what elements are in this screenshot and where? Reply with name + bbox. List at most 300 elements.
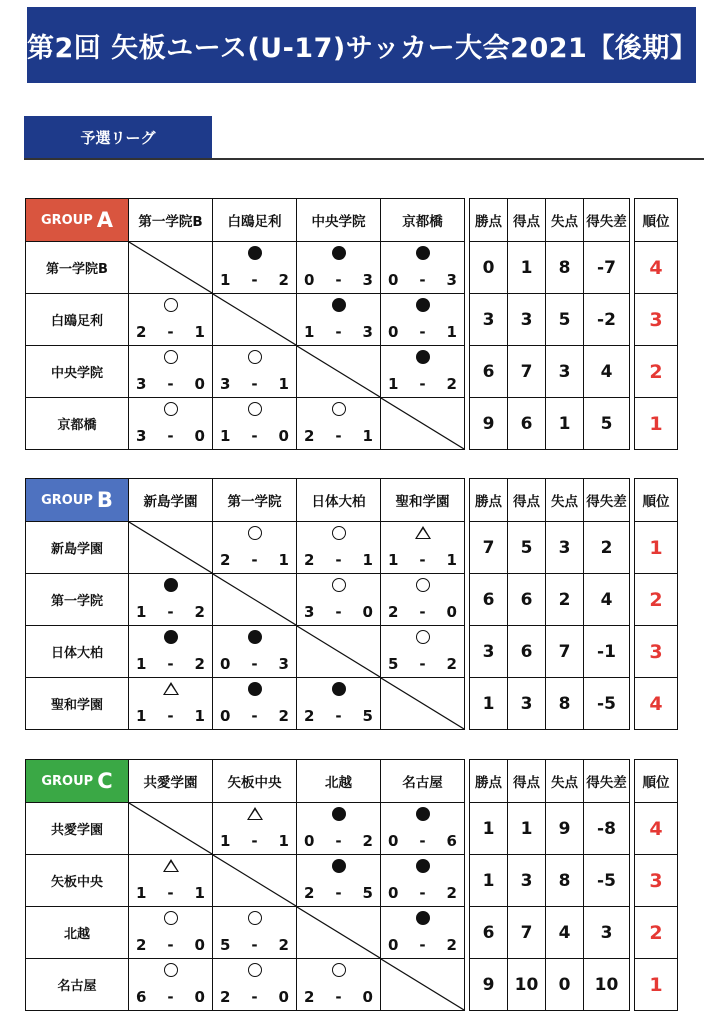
score-for: 1 — [136, 707, 147, 725]
score-separator: - — [251, 936, 258, 954]
score-separator: - — [335, 603, 342, 621]
score-for: 1 — [136, 884, 147, 902]
match-result — [381, 907, 465, 959]
score — [304, 832, 373, 850]
points: 6 — [470, 574, 508, 626]
loss-dot-icon — [416, 911, 430, 925]
match-result — [213, 959, 297, 1011]
score-for: 0 — [388, 271, 399, 289]
row-team-name: 名古屋 — [26, 959, 129, 1011]
table-row — [26, 626, 678, 678]
match-result — [213, 346, 297, 398]
loss-dot-icon — [248, 682, 262, 696]
diagonal-line — [213, 294, 296, 345]
score-against: 0 — [194, 427, 205, 445]
score-against: 3 — [362, 323, 373, 341]
group-badge-cell — [26, 760, 129, 803]
goals-for: 6 — [508, 626, 546, 678]
match-result — [129, 626, 213, 678]
score-for: 0 — [388, 936, 399, 954]
goals-for: 7 — [508, 346, 546, 398]
match-result — [129, 855, 213, 907]
group-badge-letter: A — [96, 208, 114, 232]
match-result — [381, 522, 465, 574]
score-against: 1 — [446, 551, 457, 569]
row-team-name: 白鴎足利 — [26, 294, 129, 346]
score — [220, 832, 289, 850]
group-b — [25, 478, 678, 730]
match-result — [297, 574, 381, 626]
loss-dot-icon — [332, 246, 346, 260]
win-circle-icon — [332, 402, 346, 416]
loss-dot-icon — [416, 859, 430, 873]
column-header-team: 聖和学園 — [381, 479, 465, 522]
match-result — [129, 398, 213, 450]
score — [220, 427, 289, 445]
rank: 2 — [635, 346, 678, 398]
result-symbol — [213, 350, 296, 367]
diagonal-line — [297, 346, 380, 397]
points: 1 — [470, 803, 508, 855]
score — [388, 832, 457, 850]
loss-dot-icon — [248, 630, 262, 644]
win-circle-icon — [164, 350, 178, 364]
score — [388, 271, 457, 289]
column-header-stat: 勝点 — [470, 760, 508, 803]
result-symbol — [129, 682, 212, 698]
win-circle-icon — [248, 350, 262, 364]
score-separator: - — [419, 655, 426, 673]
row-team-name: 北越 — [26, 907, 129, 959]
win-circle-icon — [332, 963, 346, 977]
score-for: 2 — [136, 936, 147, 954]
group-header-row — [26, 479, 678, 522]
group-header-row — [26, 199, 678, 242]
result-symbol — [381, 807, 464, 824]
column-header-stat: 失点 — [546, 760, 584, 803]
match-result — [297, 294, 381, 346]
column-header-stat: 失点 — [546, 479, 584, 522]
score-for: 1 — [304, 323, 315, 341]
group-badge-letter: C — [97, 769, 113, 793]
points: 0 — [470, 242, 508, 294]
match-result — [213, 398, 297, 450]
score — [304, 323, 373, 341]
goal-diff: 4 — [584, 346, 630, 398]
goal-diff: 5 — [584, 398, 630, 450]
match-result — [381, 626, 465, 678]
result-symbol — [129, 298, 212, 315]
score-separator: - — [167, 884, 174, 902]
score-separator: - — [251, 551, 258, 569]
self-match-cell — [129, 803, 213, 855]
match-result — [129, 959, 213, 1011]
column-header-stat: 勝点 — [470, 199, 508, 242]
group-badge — [26, 760, 128, 802]
score — [388, 551, 457, 569]
loss-dot-icon — [164, 630, 178, 644]
score-against: 0 — [278, 988, 289, 1006]
goal-diff: -5 — [584, 678, 630, 730]
goals-against: 9 — [546, 803, 584, 855]
score — [388, 884, 457, 902]
score-separator: - — [335, 832, 342, 850]
score-separator: - — [167, 603, 174, 621]
score — [388, 936, 457, 954]
rank: 4 — [635, 678, 678, 730]
score — [304, 271, 373, 289]
score-against: 5 — [362, 884, 373, 902]
score-against: 1 — [278, 551, 289, 569]
match-result — [129, 294, 213, 346]
points: 6 — [470, 907, 508, 959]
score-against: 1 — [278, 832, 289, 850]
score-for: 1 — [136, 603, 147, 621]
score-against: 0 — [194, 988, 205, 1006]
result-symbol — [129, 630, 212, 647]
score — [136, 936, 205, 954]
column-header-stat: 得点 — [508, 760, 546, 803]
score-against: 1 — [446, 323, 457, 341]
score-for: 2 — [304, 884, 315, 902]
column-header-team: 中央学院 — [297, 199, 381, 242]
score-against: 0 — [362, 988, 373, 1006]
diagonal-line — [297, 626, 380, 677]
match-result — [213, 242, 297, 294]
group-badge-text: GROUP — [40, 212, 93, 228]
match-result — [213, 803, 297, 855]
score-against: 6 — [446, 832, 457, 850]
score-for: 2 — [304, 551, 315, 569]
score-against: 1 — [362, 551, 373, 569]
self-match-cell — [213, 294, 297, 346]
score-against: 1 — [278, 375, 289, 393]
match-result — [381, 574, 465, 626]
table-row — [26, 294, 678, 346]
score-separator: - — [419, 271, 426, 289]
score-against: 1 — [362, 427, 373, 445]
result-symbol — [129, 911, 212, 928]
column-header-team: 北越 — [297, 760, 381, 803]
table-row — [26, 803, 678, 855]
score — [304, 551, 373, 569]
result-symbol — [129, 963, 212, 980]
score-separator: - — [251, 271, 258, 289]
row-team-name: 新島学園 — [26, 522, 129, 574]
table-row — [26, 574, 678, 626]
row-team-name: 京都橋 — [26, 398, 129, 450]
match-result — [213, 522, 297, 574]
diagonal-line — [297, 907, 380, 958]
score-against: 2 — [446, 375, 457, 393]
column-header-team: 日体大柏 — [297, 479, 381, 522]
score-separator: - — [167, 323, 174, 341]
goals-for: 7 — [508, 907, 546, 959]
match-result — [297, 959, 381, 1011]
score-separator: - — [419, 884, 426, 902]
column-header-stat: 得点 — [508, 479, 546, 522]
score-for: 0 — [304, 832, 315, 850]
diagonal-line — [381, 678, 464, 729]
score-against: 3 — [446, 271, 457, 289]
score-for: 2 — [136, 323, 147, 341]
goal-diff: -7 — [584, 242, 630, 294]
score — [304, 603, 373, 621]
table-row — [26, 242, 678, 294]
match-result — [381, 294, 465, 346]
self-match-cell — [381, 678, 465, 730]
match-result — [129, 346, 213, 398]
score — [136, 375, 205, 393]
score-separator: - — [419, 603, 426, 621]
result-symbol — [129, 402, 212, 419]
score-separator: - — [167, 655, 174, 673]
score-against: 1 — [194, 323, 205, 341]
score-against: 2 — [362, 832, 373, 850]
table-row — [26, 907, 678, 959]
goals-for: 10 — [508, 959, 546, 1011]
row-team-name: 矢板中央 — [26, 855, 129, 907]
goal-diff: 3 — [584, 907, 630, 959]
self-match-cell — [381, 398, 465, 450]
match-result — [213, 907, 297, 959]
column-header-team: 新島学園 — [129, 479, 213, 522]
self-match-cell — [213, 574, 297, 626]
win-circle-icon — [164, 911, 178, 925]
result-symbol — [381, 911, 464, 928]
points: 9 — [470, 959, 508, 1011]
score-against: 3 — [362, 271, 373, 289]
table-row — [26, 855, 678, 907]
score — [304, 427, 373, 445]
score — [304, 988, 373, 1006]
goal-diff: 4 — [584, 574, 630, 626]
group-badge-cell — [26, 199, 129, 242]
group-badge-cell — [26, 479, 129, 522]
score — [136, 884, 205, 902]
diagonal-line — [213, 574, 296, 625]
score-against: 0 — [362, 603, 373, 621]
score-against: 0 — [194, 936, 205, 954]
score-separator: - — [419, 323, 426, 341]
loss-dot-icon — [248, 246, 262, 260]
loss-dot-icon — [332, 807, 346, 821]
self-match-cell — [297, 346, 381, 398]
loss-dot-icon — [332, 859, 346, 873]
score-for: 6 — [136, 988, 147, 1006]
draw-triangle-icon — [163, 682, 179, 695]
points: 3 — [470, 626, 508, 678]
match-result — [381, 242, 465, 294]
loss-dot-icon — [416, 807, 430, 821]
rank: 4 — [635, 803, 678, 855]
score-separator: - — [167, 936, 174, 954]
score-for: 1 — [220, 271, 231, 289]
score — [136, 707, 205, 725]
score-for: 1 — [388, 551, 399, 569]
result-symbol — [297, 682, 380, 699]
result-symbol — [381, 630, 464, 647]
result-symbol — [297, 298, 380, 315]
goals-against: 0 — [546, 959, 584, 1011]
score-against: 2 — [194, 655, 205, 673]
row-team-name: 第一学院B — [26, 242, 129, 294]
rank: 3 — [635, 294, 678, 346]
column-header-stat: 得点 — [508, 199, 546, 242]
goals-for: 3 — [508, 678, 546, 730]
score-separator: - — [251, 707, 258, 725]
goals-against: 5 — [546, 294, 584, 346]
goal-diff: -1 — [584, 626, 630, 678]
score-for: 3 — [304, 603, 315, 621]
diagonal-line — [381, 398, 464, 449]
result-symbol — [381, 298, 464, 315]
score-for: 0 — [388, 323, 399, 341]
draw-triangle-icon — [163, 859, 179, 872]
table-row — [26, 398, 678, 450]
score — [136, 988, 205, 1006]
score-separator: - — [251, 375, 258, 393]
result-symbol — [297, 963, 380, 980]
score-separator: - — [335, 707, 342, 725]
draw-triangle-icon — [415, 526, 431, 539]
column-header-stat: 得失差 — [584, 199, 630, 242]
match-result — [297, 803, 381, 855]
match-result — [129, 678, 213, 730]
result-symbol — [297, 807, 380, 824]
column-header-team: 白鴎足利 — [213, 199, 297, 242]
score-separator: - — [167, 988, 174, 1006]
group-badge — [26, 199, 128, 241]
match-result — [297, 242, 381, 294]
score — [220, 988, 289, 1006]
goal-diff: -8 — [584, 803, 630, 855]
match-result — [381, 855, 465, 907]
score — [220, 271, 289, 289]
goals-against: 3 — [546, 522, 584, 574]
score-for: 3 — [136, 427, 147, 445]
score-for: 1 — [136, 655, 147, 673]
rank: 4 — [635, 242, 678, 294]
score — [220, 375, 289, 393]
score-separator: - — [335, 884, 342, 902]
loss-dot-icon — [416, 246, 430, 260]
match-result — [297, 522, 381, 574]
score-for: 2 — [304, 988, 315, 1006]
win-circle-icon — [248, 911, 262, 925]
score-for: 1 — [388, 375, 399, 393]
goals-for: 6 — [508, 398, 546, 450]
page-title: 第2回 矢板ユース(U-17)サッカー大会2021【後期】 — [27, 7, 696, 83]
section-label: 予選リーグ — [24, 116, 212, 158]
score-for: 2 — [304, 707, 315, 725]
group-c — [25, 759, 678, 1011]
goals-for: 5 — [508, 522, 546, 574]
column-header-team: 共愛学園 — [129, 760, 213, 803]
score-separator: - — [419, 832, 426, 850]
score-against: 0 — [446, 603, 457, 621]
match-result — [213, 626, 297, 678]
score-for: 2 — [220, 551, 231, 569]
score — [388, 323, 457, 341]
win-circle-icon — [248, 402, 262, 416]
column-header-team: 矢板中央 — [213, 760, 297, 803]
score-separator: - — [167, 707, 174, 725]
diagonal-line — [129, 803, 212, 854]
row-team-name: 第一学院 — [26, 574, 129, 626]
column-header-stat: 得失差 — [584, 760, 630, 803]
match-result — [297, 678, 381, 730]
result-symbol — [213, 246, 296, 263]
result-symbol — [129, 578, 212, 595]
goal-diff: -5 — [584, 855, 630, 907]
goals-against: 8 — [546, 678, 584, 730]
loss-dot-icon — [332, 298, 346, 312]
draw-triangle-icon — [247, 807, 263, 820]
goals-for: 6 — [508, 574, 546, 626]
points: 9 — [470, 398, 508, 450]
win-circle-icon — [248, 526, 262, 540]
goals-for: 1 — [508, 242, 546, 294]
score-for: 0 — [388, 832, 399, 850]
score-for: 5 — [388, 655, 399, 673]
table-row — [26, 346, 678, 398]
score — [220, 936, 289, 954]
result-symbol — [381, 246, 464, 263]
score-against: 2 — [446, 936, 457, 954]
points: 7 — [470, 522, 508, 574]
goal-diff: 10 — [584, 959, 630, 1011]
score-separator: - — [251, 988, 258, 1006]
self-match-cell — [129, 522, 213, 574]
score-against: 2 — [446, 884, 457, 902]
score — [220, 655, 289, 673]
column-header-stat: 失点 — [546, 199, 584, 242]
goals-against: 1 — [546, 398, 584, 450]
score-against: 2 — [278, 271, 289, 289]
result-symbol — [213, 630, 296, 647]
row-team-name: 日体大柏 — [26, 626, 129, 678]
score-for: 2 — [388, 603, 399, 621]
win-circle-icon — [248, 963, 262, 977]
score-separator: - — [251, 427, 258, 445]
win-circle-icon — [164, 963, 178, 977]
score — [304, 707, 373, 725]
goals-for: 3 — [508, 855, 546, 907]
score-against: 1 — [194, 707, 205, 725]
goals-against: 8 — [546, 855, 584, 907]
section-header — [24, 116, 704, 160]
result-symbol — [297, 859, 380, 876]
score — [220, 707, 289, 725]
group-a — [25, 198, 678, 450]
loss-dot-icon — [416, 350, 430, 364]
score-for: 0 — [220, 655, 231, 673]
table-row — [26, 678, 678, 730]
rank: 1 — [635, 398, 678, 450]
score — [136, 603, 205, 621]
score — [304, 884, 373, 902]
rank: 1 — [635, 522, 678, 574]
match-result — [297, 855, 381, 907]
match-result — [213, 678, 297, 730]
table-row — [26, 522, 678, 574]
result-symbol — [129, 350, 212, 367]
score-separator: - — [251, 655, 258, 673]
row-team-name: 中央学院 — [26, 346, 129, 398]
points: 6 — [470, 346, 508, 398]
score-for: 3 — [220, 375, 231, 393]
